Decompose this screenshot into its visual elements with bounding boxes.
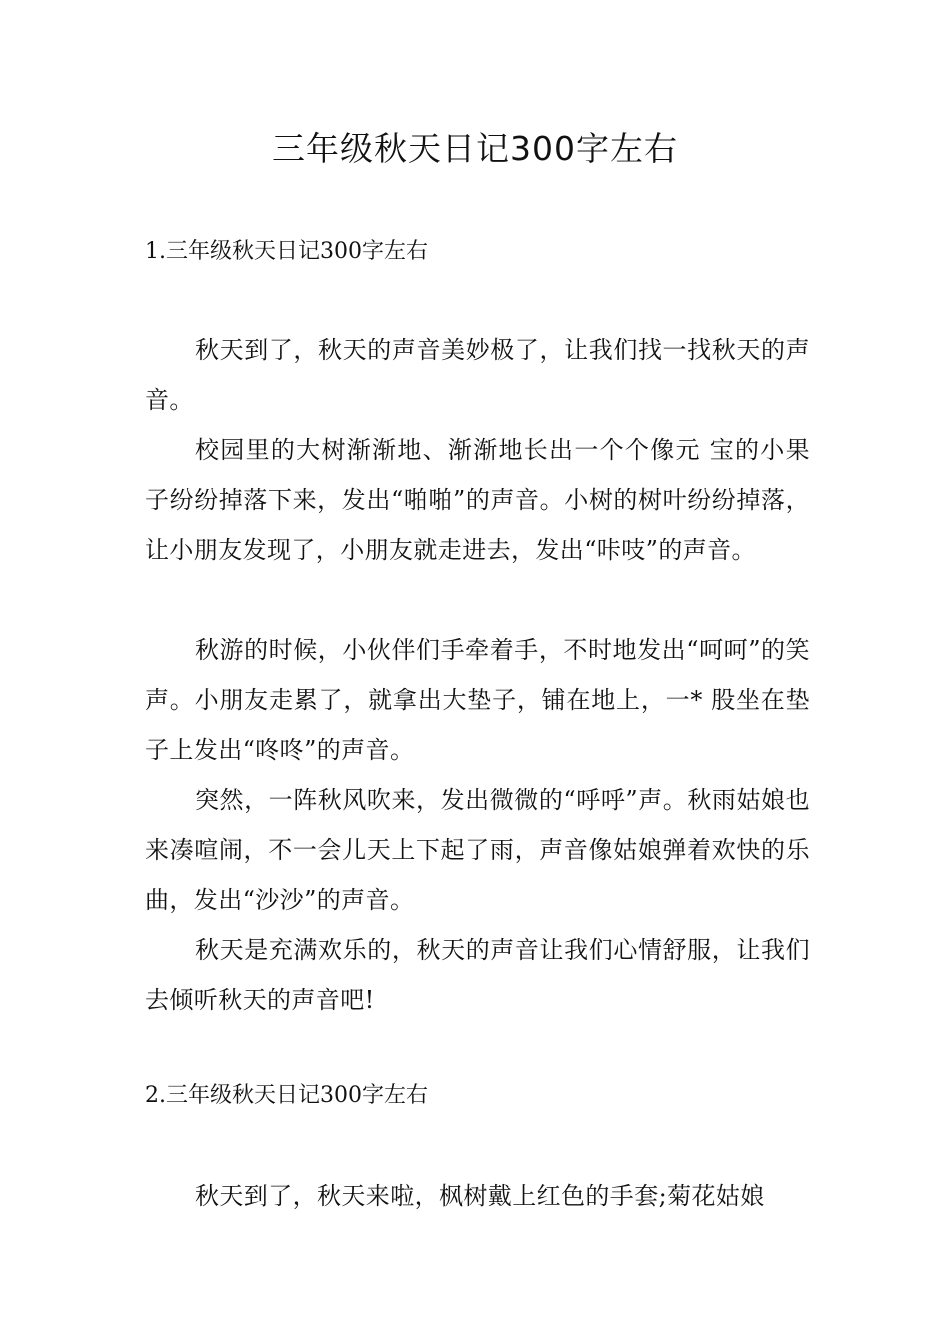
document-title: 三年级秋天日记300字左右 — [272, 129, 678, 168]
section-heading-2: 2.三年级秋天日记300字左右 — [145, 1083, 428, 1108]
paragraph: 突然，一阵秋风吹来，发出微微的“呼呼”声。秋雨姑娘也来凑喧闹，不一会儿天上下起了雨，声音像姑娘弹着欢快的乐曲，发出“沙沙”的声音。 — [145, 786, 810, 914]
paragraph: 秋天是充满欢乐的，秋天的声音让我们心情舒服，让我们去倾听秋天的声音吧! — [145, 936, 810, 1014]
paragraph: 秋游的时候，小伙伴们手牵着手，不时地发出“呵呵”的笑声。小朋友走累了，就拿出大垫子，铺在地上，一* 股坐在垫子上发出“咚咚”的声音。 — [145, 636, 810, 764]
section-heading-1: 1.三年级秋天日记300字左右 — [145, 239, 428, 264]
paragraph: 秋天到了，秋天来啦，枫树戴上红色的手套;菊花姑娘 — [195, 1182, 765, 1210]
paragraph: 秋天到了，秋天的声音美妙极了，让我们找一找秋天的声音。 — [145, 336, 810, 414]
paragraph: 校园里的大树渐渐地、渐渐地长出一个个像元 宝的小果子纷纷掉落下来，发出“啪啪”的声音。小树的树叶纷纷掉落，让小朋友发现了，小朋友就走进去，发出“咔吱”的声音。 — [145, 436, 810, 564]
